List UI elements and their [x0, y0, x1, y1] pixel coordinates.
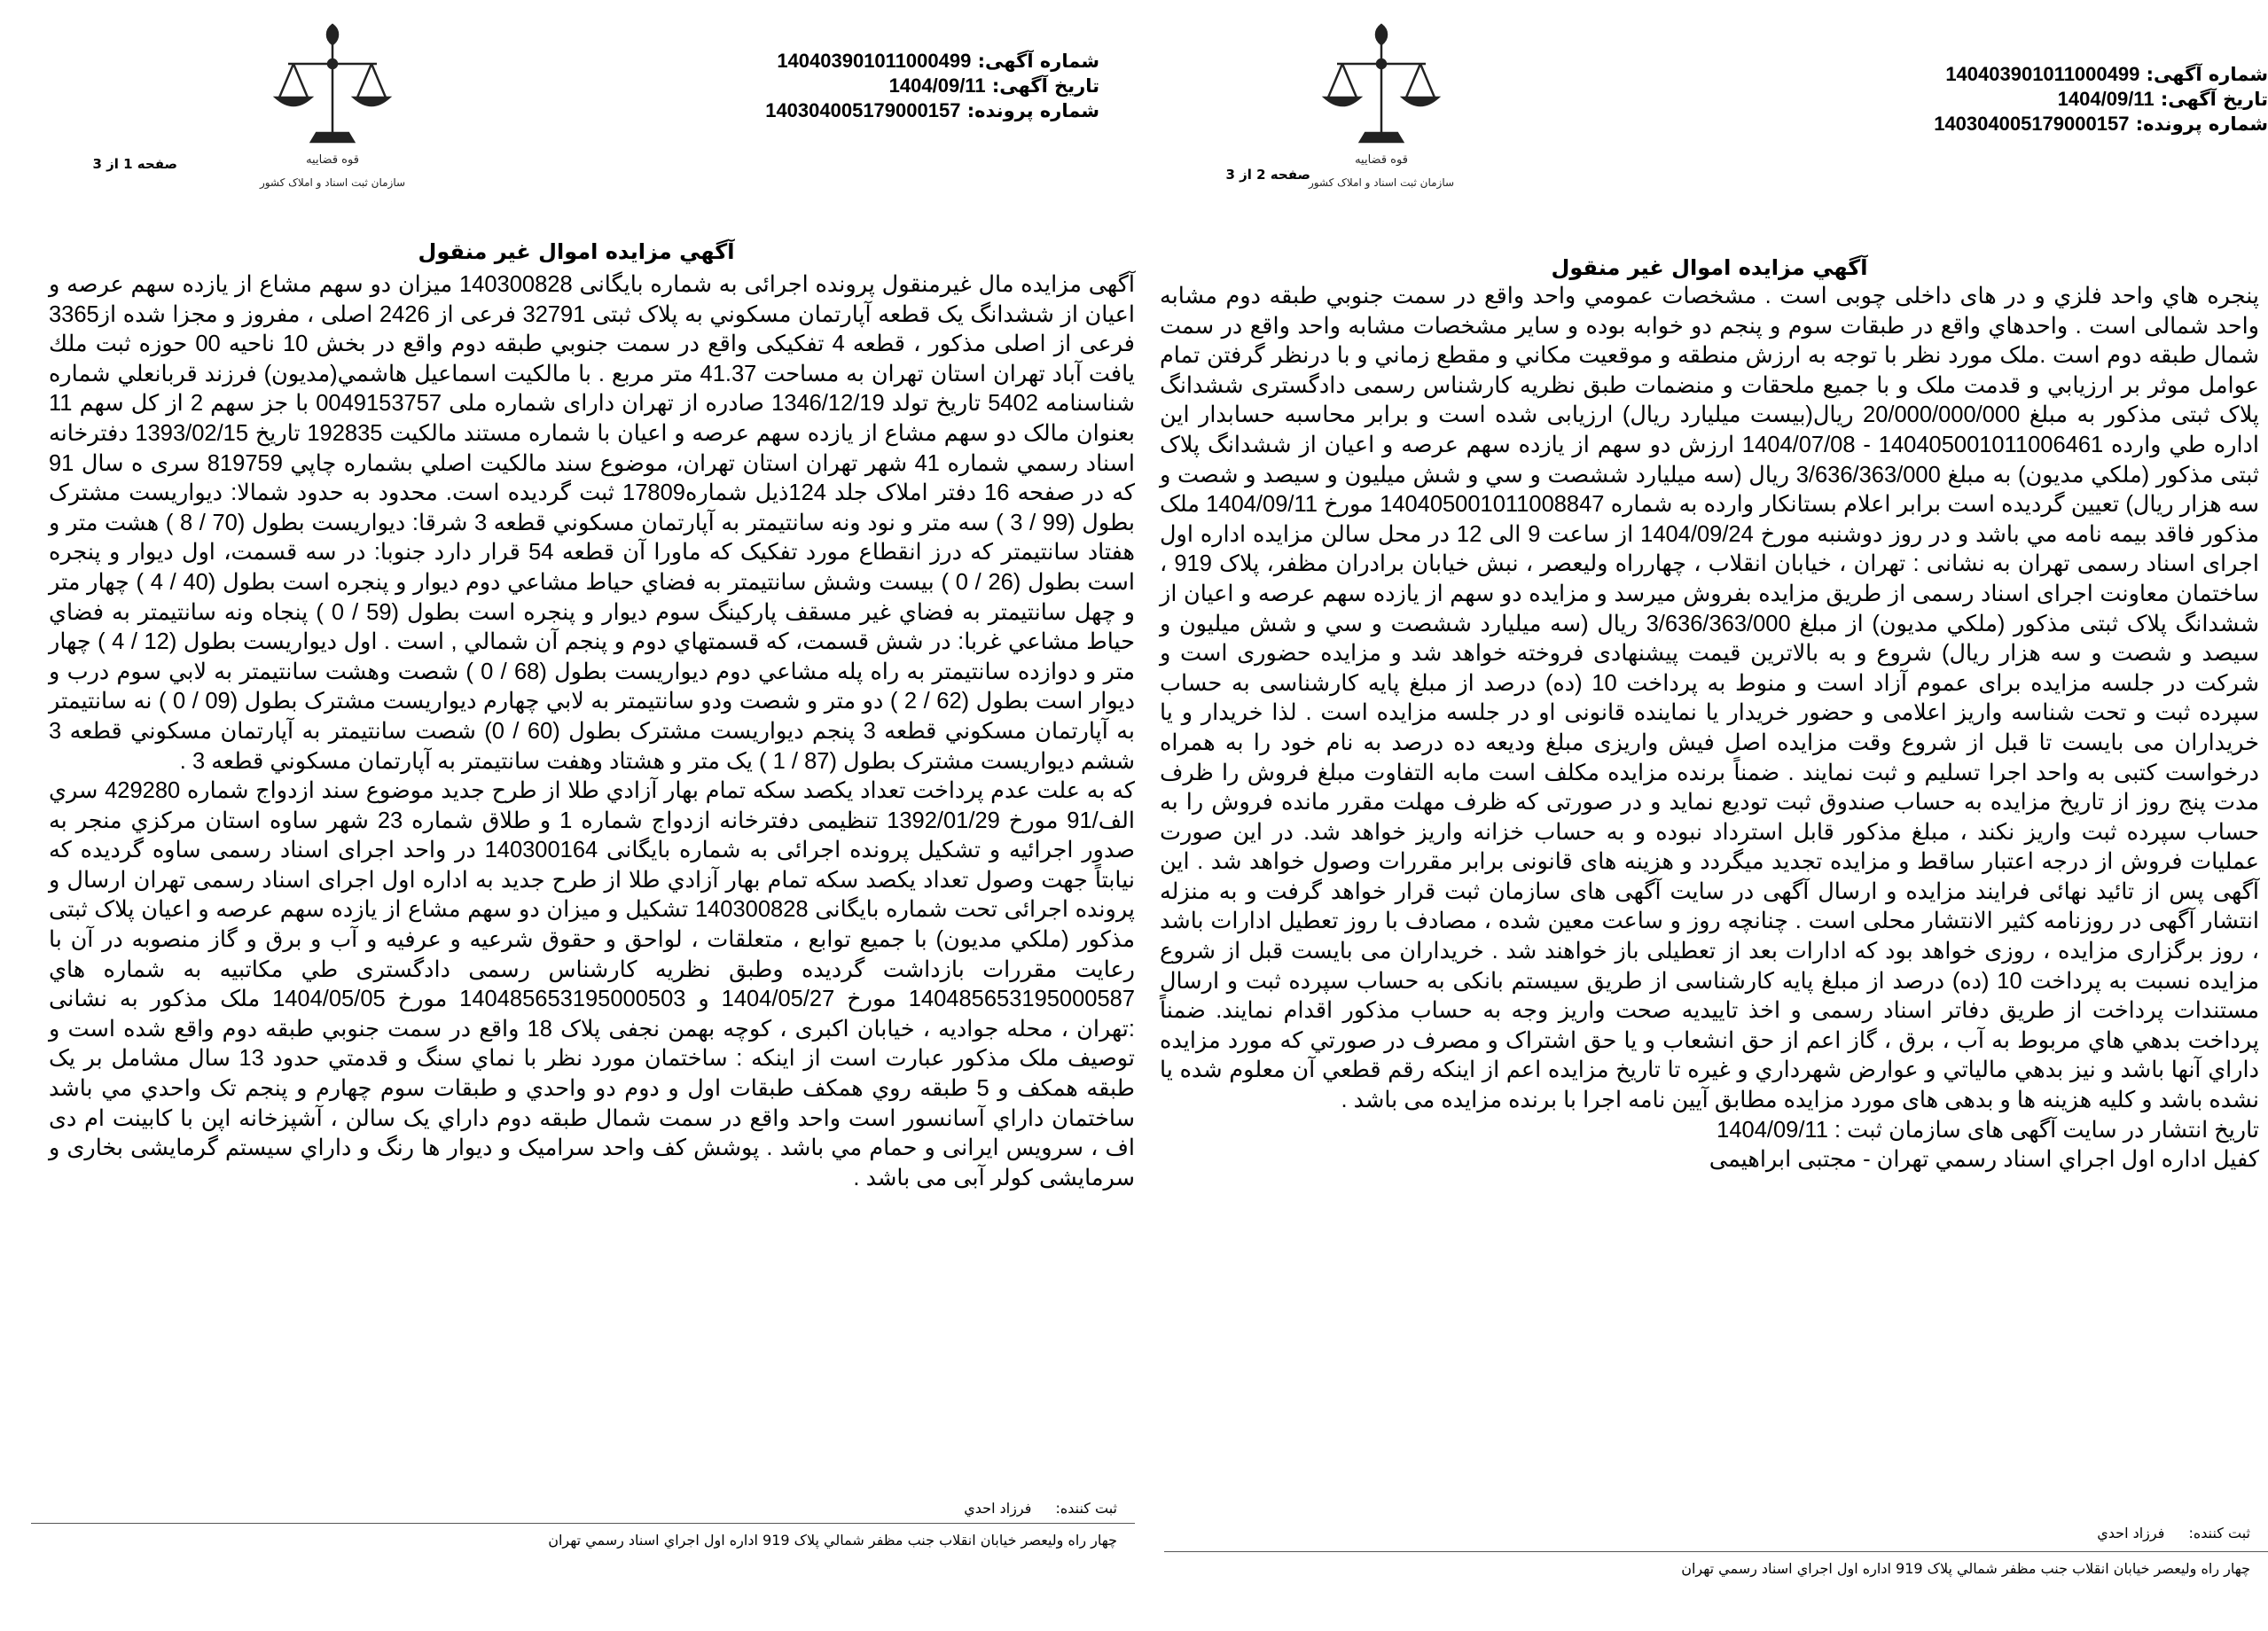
body-paragraph: پنجره هاي واحد فلزي و در های داخلی چوبی است . مشخصات عمومي واحد واقع در سمت جنوبي طبقه دوم مشابه واحد شمالی است . واحدهاي واقع در طبقات سوم و پنجم دو خوابه بوده و ساير مشخصات مشابه واحد واقع در سمت شمال طبقه دوم است .ملک مورد نظر با توجه به ارزش منطقه و موقعيت مکاني و مقطع زماني و با درنظر گرفتن تمام عوامل موثر بر ارزيابي و قدمت ملک و با جميع ملحقات و منضمات طبق نظريه کارشناس رسمی دادگستری ششدانگ پلاک ثبتی مذکور به مبلغ 20/000/000/000 ريال(بيست ميليارد ريال) ارزيابی شده است و برابر محاسبه حسابدار این اداره طي وارده 140405001011006461 - 1404/07/08 ارزش دو سهم از يازده سهم عرصه و اعيان از ششدانگ پلاک ثبتی مذکور (ملکي مديون) به مبلغ 3/636/363/000 ريال (سه ميليارد ششصت و سي و شش ميليون و سيصد و شصت و سه هزار ريال) تعيين گرديده است برابر اعلام بستانکار وارده به شماره 140405001011008847 مورخ 1404/09/11 ملک مذکور فاقد بيمه نامه مي باشد و در روز دوشنبه مورخ 1404/09/24 از ساعت 9 الی 12 در محل سالن مزايده اداره اول اجرای اسناد رسمی تهران به نشانی : تهران ، خيابان انقلاب ، چهارراه وليعصر ، نبش خيابان برادران مظفر، پلاک 919 ، ساختمان معاونت اجرای اسناد رسمی از طريق مزايده بفروش ميرسد و مزايده دو سهم از يازده سهم عرصه و اعيان از ششدانگ پلاک ثبتی مذکور (ملکي مديون) از مبلغ 3/636/363/000 ريال (سه ميليارد ششصت و سي و شش ميليون و سيصد و شصت و سه هزار ريال) شروع و به بالاترين قيمت پيشنهادی فروخته خواهد شد و مزایده حضوری است و شرکت در جلسه مزايده برای عموم آزاد است و منوط به پرداخت 10 (ده) درصد از مبلغ پایه کارشناسی به حساب سپرده ثبت و تحت شناسه واريز اعلامی و حضور خريدار يا نماينده قانونی او در جلسه مزايده است . لذا خريدار و يا خريداران می بايست تا قبل از شروع وقت مزايده اصل فيش واريزی مبلغ وديعه ده درصد به نام خود را به همراه درخواست کتبی به واحد اجرا تسليم و ثبت نمايند . ضمناً برنده مزايده مکلف است مابه التفاوت مبلغ فروش را ظرف مدت پنج روز از تاريخ مزايده به حساب صندوق ثبت توديع نمايد و در صورتی که ظرف مهلت مقرر مانده فروش را به حساب سپرده ثبت واريز نکند ، مبلغ مذکور قابل استرداد نبوده و به حساب خزانه واريز خواهد شد. در اين صورت عمليات فروش از درجه اعتبار ساقط و مزايده تجديد ميگردد و هزينه های قانونی برابر مقررات وصول خواهد شد . اين آگهی پس از تائيد نهائی فرايند مزايده و ارسال آگهی در سایت آگهی های سازمان ثبت قرار خواهد گرفت و به منزله انتشار آگهی در روزنامه کثير الانتشار محلی است . چنانچه روز و ساعت معين شده ، مصادف با روز تعطيل ادارات باشد ، روز برگزاری مزايده ، روزی خواهد بود که ادارات بعد از تعطيلی باز خواهند شد . خريداران می بايست قبل از شروع مزايده نسبت به پرداخت 10 (ده) درصد از مبلغ پايه کارشناسی از طريق سيستم بانکی به حساب سپرده ثبت و ارسال مستندات پرداخت از طريق دفاتر اسناد رسمی و اخذ تاييديه صحت واريز وجه به حساب مذکور اقدام نمايند. ضمناً پرداخت بدهي هاي مربوط به آب ، برق ، گاز اعم از حق انشعاب و يا حق اشتراک و مصرف در صورتي که مورد مزايده داراي آنها باشد و نيز بدهي مالياتي و عوارض شهرداري و غيره تا تاريخ مزايده اعم از اينکه رقم قطعي آن معلوم شده يا نشده باشد و کليه هزينه ها و بدهی های مورد مزايده مطابق آيين نامه اجرا با برنده مزايده می باشد .	[1160, 284, 2260, 1113]
footer-divider	[31, 1523, 1135, 1524]
scales-of-justice-icon	[1293, 9, 1470, 195]
body-text	[49, 270, 1135, 1193]
body-text	[1160, 282, 2259, 1175]
ad-date: 1404/09/11	[888, 74, 986, 97]
ad-meta	[765, 49, 1099, 123]
ad-date: 1404/09/11	[2057, 88, 2155, 110]
publish-line: تاريخ انتشار در سایت آگهی های سازمان ثبت : 1404/09/11	[1717, 1117, 2259, 1143]
file-number-row: شماره پرونده: 140304005179000157	[765, 99, 1099, 121]
document-page-2	[1151, 0, 2268, 1631]
ad-meta	[1934, 62, 2268, 137]
registrar-label: ثبت کننده:	[1055, 1500, 1117, 1517]
ad-number: 140403901011000499	[777, 50, 972, 72]
svg-text:قوه قضاییه: قوه قضاییه	[1355, 153, 1408, 167]
file-number: 140304005179000157	[765, 99, 961, 121]
document-page-1	[18, 0, 1135, 1631]
registrar	[964, 1500, 1117, 1517]
registrar	[2097, 1525, 2250, 1541]
judiciary-emblem	[244, 9, 421, 195]
body-paragraph: آگهی مزايده مال غيرمنقول پرونده اجرائی به شماره بايگانی 140300828 ميزان دو سهم مشاع از يازده سهم عرصه و اعيان از ششدانگ يک قطعه آپارتمان مسکوني به پلاک ثبتی 32791 فرعی از 2426 اصلی ، مفروز و مجزا شده از3365 فرعی از اصلی مذکور ، قطعه 4 تفکيکی واقع در سمت جنوبي طبقه دوم واقع در بخش 10 ناحيه 00 حوزه ثبت ملك يافت آباد تهران استان تهران به مساحت 41.37 متر مربع . با مالکيت اسماعيل هاشمي(مديون) فرزند قربانعلي شماره شناسنامه 5402 تاريخ تولد 1346/12/19 صادره از تهران دارای شماره ملی 0049153757 با جز سهم 2 از کل سهم 11 بعنوان مالک دو سهم مشاع از يازده سهم عرصه و اعيان با شماره مستند مالکيت 192835 تاريخ 1393/02/15 دفترخانه اسناد رسمي شماره 41 شهر تهران استان تهران، موضوع سند مالکيت اصلي بشماره چاپي 819759 سری ه سال 91 که در صفحه 16 دفتر املاک جلد 124ذيل شماره17809 ثبت گرديده است. محدود به حدود شمالا: ديواريست مشترک بطول (99 / 3 ) سه متر و نود ونه سانتيمتر به آپارتمان مسکوني قطعه 3 شرقا: ديواريست بطول (70 / 8 ) هشت متر و هفتاد سانتيمتر که درز انقطاع مورد تفکيک که ماورا آن قطعه 54 قرار دارد جنوبا: در سه قسمت، اول ديوار و پنجره است بطول (26 / 0 ) بيست وشش سانتيمتر به فضاي حياط مشاعي دوم ديوار و پنجره است بطول (40 / 4 ) چهار متر و چهل سانتيمتر به فضاي غير مسقف پارکينگ سوم ديوار و پنجره است بطول (59 / 0 ) پنجاه ونه سانتيمتر به فضاي حياط مشاعي غربا: در شش قسمت، که قسمتهاي دوم و پنجم آن شمالي , است . اول ديواريست بطول (12 / 4 ) چهار متر و دوازده سانتيمتر به راه پله مشاعي دوم ديواريست بطول (68 / 0 ) شصت وهشت سانتيمتر به لابي سوم درب و ديوار است بطول (62 / 2 ) دو متر و شصت ودو سانتيمتر به لابي چهارم ديواريست مشترک بطول (09 / 0 ) نه سانتيمتر به آپارتمان مسکوني قطعه 3 پنجم ديواريست مشترک بطول (60 / 0) شصت سانتيمتر به آپارتمان مسکوني قطعه 3 ششم ديواريست مشترک بطول (87 / 1 ) يک متر و هشتاد وهفت سانتيمتر به آپارتمان مسکوني قطعه 3 .	[49, 272, 1136, 774]
file-number-row: شماره پرونده: 140304005179000157	[1934, 113, 2268, 135]
office-address: چهار راه وليعصر خيابان انقلاب جنب مظفر شمالي پلاک 919 اداره اول اجراي اسناد رسمي تهران	[548, 1532, 1117, 1549]
registrar-name: فرزاد احدي	[2097, 1525, 2165, 1541]
svg-text:سازمان ثبت اسناد و املاک کشور: سازمان ثبت اسناد و املاک کشور	[1308, 176, 1455, 189]
ad-date-row: تاریخ آگهی: 1404/09/11	[888, 74, 1099, 97]
registrar-name: فرزاد احدي	[964, 1500, 1032, 1517]
footer-divider	[1164, 1551, 2268, 1552]
svg-text:سازمان ثبت اسناد و املاک کشور: سازمان ثبت اسناد و املاک کشور	[259, 176, 406, 189]
registrar-label: ثبت کننده:	[2188, 1525, 2250, 1541]
page-number: صفحه 2 از 3	[1225, 167, 1310, 183]
judiciary-emblem	[1293, 9, 1470, 195]
ad-date-row: تاریخ آگهی: 1404/09/11	[2057, 88, 2268, 110]
file-number: 140304005179000157	[1934, 113, 2130, 135]
ad-number-row: شماره آگهی: 140403901011000499	[1945, 63, 2268, 85]
ad-number: 140403901011000499	[1945, 63, 2140, 85]
scales-of-justice-icon	[244, 9, 421, 195]
office-address: چهار راه وليعصر خيابان انقلاب جنب مظفر شمالي پلاک 919 اداره اول اجراي اسناد رسمي تهران	[1681, 1560, 2250, 1577]
page-title: آگهي مزايده اموال غير منقول	[418, 239, 735, 264]
page-title: آگهي مزايده اموال غير منقول	[1551, 255, 1868, 280]
signature-line: كفيل اداره اول اجراي اسناد رسمي تهران - مجتبی ابراهیمی	[1709, 1147, 2259, 1173]
page-number: صفحه 1 از 3	[92, 156, 177, 172]
svg-text:قوه قضاییه: قوه قضاییه	[306, 153, 359, 167]
ad-number-row: شماره آگهی: 140403901011000499	[777, 50, 1099, 72]
body-paragraph: که به علت عدم پرداخت تعداد يکصد سکه تمام بهار آزادي طلا از طرح جديد موضوع سند ازدواج شماره 429280 سري الف/91 مورخ 1392/01/29 تنظيمی دفترخانه ازدواج شماره 1 و طلاق شماره 23 شهر ساوه استان مرکزي منجر به صدور اجرائيه و تشکيل پرونده اجرائی به شماره بايگانی 140300164 در واحد اجرای اسناد رسمی ساوه گرديده که نيابتاً جهت وصول تعداد يکصد سکه تمام بهار آزادي طلا از طرح جديد به اداره اول اجرای اسناد رسمی تهران ارسال و پرونده اجرائی تحت شماره بايگانی 140300828 تشکيل و ميزان دو سهم مشاع از يازده سهم عرصه و اعيان پلاک ثبتی مذکور (ملکي مديون) با جميع توابع ، متعلقات ، لواحق و حقوق شرعيه و عرفيه و آب و برق و گاز منصوبه در آن با رعايت مقررات بازداشت گرديده وطبق نظريه کارشناس رسمی دادگستری طي مکاتبيه به شماره هاي 140485653195000587 مورخ 1404/05/27 و 140485653195000503 مورخ 1404/05/05 ملک مذکور به نشانی :تهران ، محله جواديه ، خيابان اکبری ، کوچه بهمن نجفی پلاک 18 واقع در سمت جنوبي طبقه دوم واقع شده است و توصيف ملک مذکور عبارت است از اينکه : ساختمان مورد نظر با نماي سنگ و قدمتي حدود 13 سال مشامل بر يک طبقه همکف و 5 طبقه روي همکف طبقات اول و دوم دو واحدي و طبقات سوم چهارم و پنجم تک واحدي مي باشد ساختمان داراي آسانسور است واحد واقع در سمت شمال طبقه دوم داراي يک سالن ، آشپزخانه اپن با کابينت ام دی اف ، سرويس ايرانی و حمام مي باشد . پوشش کف واحد سراميک و ديوار ها رنگ و داراي سيستم گرمايشی بخاری و سرمايشی کولر آبی می باشد .	[49, 778, 1136, 1190]
